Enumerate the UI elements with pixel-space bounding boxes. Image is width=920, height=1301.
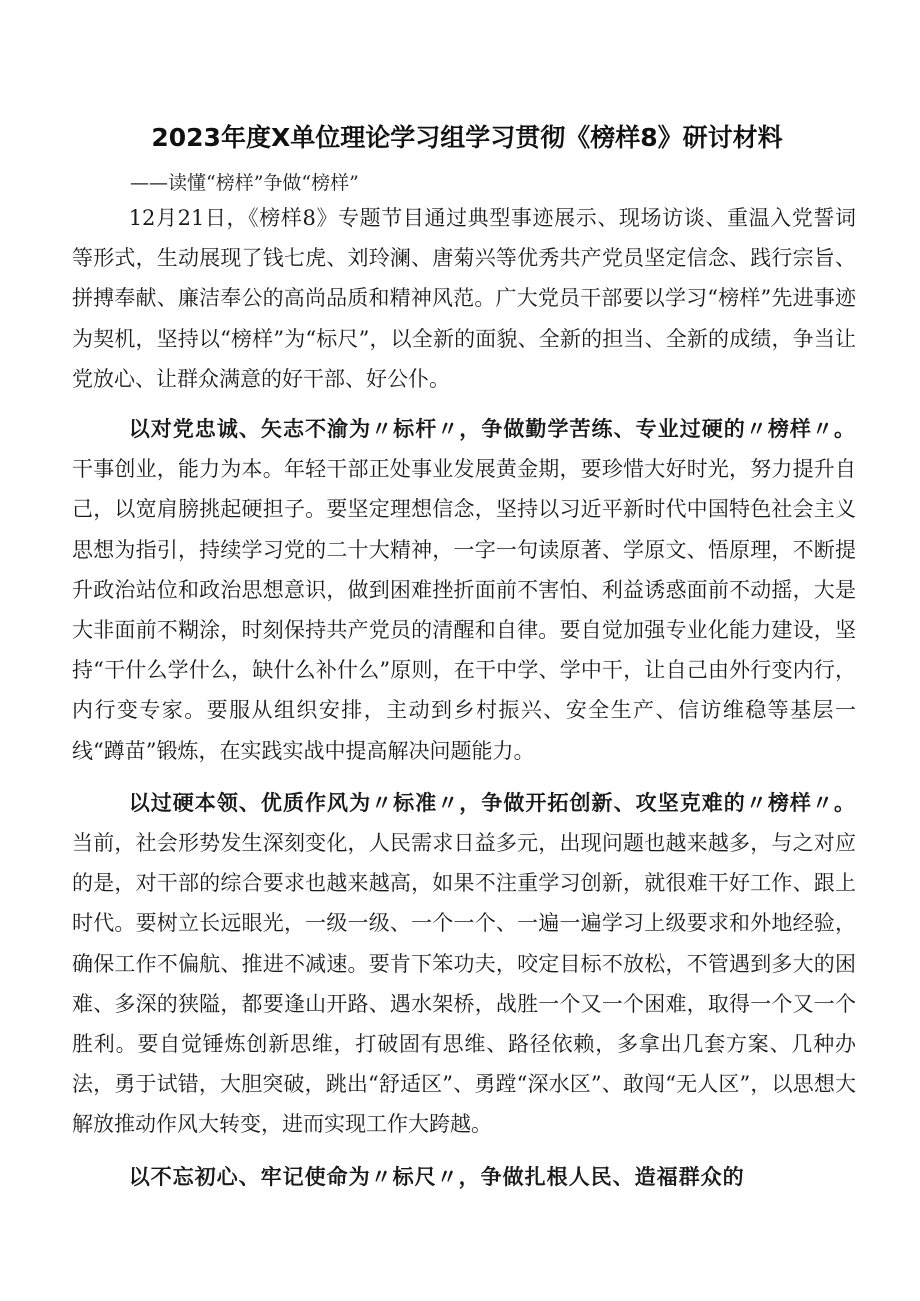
section-text-2: 当前，社会形势发生深刻变化，人民需求日益多元，出现问题也越来越多，与之对应的是，对干部的综合要求也越来越高，如果不注重学习创新，就很难干好工作、跟上时代。要树立长远眼光，一级一级、一个一个、一遍一遍学习上级要求和外地经验，确保工作不偏航、推进不减速。要肯下笨功夫，咬定目标不放松，不管遇到多大的困难、多深的狭隘，都要逢山开路、遇水架桥，战胜一个又一个困难，取得一个又一个胜利。要自觉锤炼创新思维，打破固有思维、路径依赖，多拿出几套方案、几种办法，勇于试错，大胆突破，跳出“舒适区”、勇蹚“深水区”、敢闯“无人区”，以思想大解放推动作风大转变，进而实现工作大跨越。 (72, 831, 856, 1137)
document-body (72, 198, 856, 1209)
section-paragraph-3 (72, 1157, 856, 1197)
document-title: 2023年度X单位理论学习组学习贯彻《榜样8》研讨材料 (151, 123, 783, 152)
section-paragraph-1 (72, 409, 856, 771)
section-heading-2: 以过硬本领、优质作风为〃标准〃，争做开拓创新、攻坚克难的〃榜样〃。 (128, 789, 856, 815)
document-subtitle: ——读懂“榜样”争做“榜样” (130, 172, 359, 194)
section-heading-1: 以对党忠诚、矢志不渝为〃标杆〃，争做勤学苦练、专业过硬的〃榜样〃。 (128, 416, 856, 442)
section-paragraph-2 (72, 783, 856, 1145)
section-heading-3: 以不忘初心、牢记使命为〃标尺〃，争做扎根人民、造福群众的 (128, 1163, 745, 1189)
section-text-1: 干事创业，能力为本。年轻干部正处事业发展黄金期，要珍惜大好时光，努力提升自己，以宽肩膀挑起硬担子。要坚定理想信念，坚持以习近平新时代中国特色社会主义思想为指引，持续学习党的二十大精神，一字一句读原著、学原文、悟原理，不断提升政治站位和政治思想意识，做到困难挫折面前不害怕、利益诱惑面前不动摇，大是大非面前不糊涂，时刻保持共产党员的清醒和自律。要自觉加强专业化能力建设，坚持“干什么学什么，缺什么补什么”原则，在干中学、学中干，让自己由外行变内行，内行变专家。要服从组织安排，主动到乡村振兴、安全生产、信访维稳等基层一线“蹲苗”锻炼，在实践实战中提高解决问题能力。 (72, 457, 856, 763)
intro-paragraph: 12月21日，《榜样8》专题节目通过典型事迹展示、现场访谈、重温入党誓词等形式，生动展现了钱七虎、刘玲澜、唐菊兴等优秀共产党员坚定信念、践行宗旨、拼搏奉献、廉洁奉公的高尚品质和精神风范。广大党员干部要以学习“榜样”先进事迹为契机，坚持以“榜样”为“标尺”，以全新的面貌、全新的担当、全新的成绩，争当让党放心、让群众满意的好干部、好公仆。 (72, 206, 856, 391)
